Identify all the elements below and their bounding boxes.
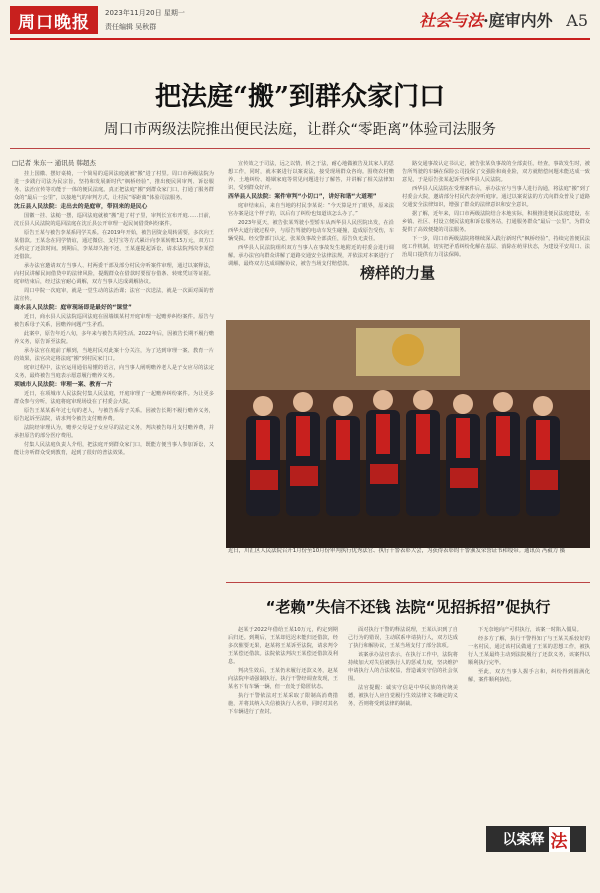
paragraph: 近日，在项城市人民法院付集人民法庭，开庭审理了一起赡养纠纷案件。为让更多群众参与旁听，法庭将庭审现场设在了村委会大院。 <box>14 391 214 405</box>
paragraph: 下一步，周口市两级法院将继续深入践行新时代“枫桥经验”，持续完善便民法庭工作机制，切实把矛盾纠纷化解在基层、消除在萌芽状态，为建设平安周口、法治周口提供有力司法保障。 <box>402 236 590 258</box>
paragraph: 执行干警依法对王某采取了限制高消费措施，并将其纳入失信被执行人名单，同时对其名下车辆进行了查封。 <box>228 693 338 715</box>
case-column-1 <box>228 626 338 876</box>
case-badge <box>486 826 586 852</box>
headline: 把法庭“搬”到群众家门口 <box>155 82 445 112</box>
paragraph: 此案中，原告年近八旬，多年来与被告共同生活。2022年后，因被告长期不履行赡养义务，原告诉至法院。 <box>14 331 214 345</box>
paragraph: 据了解，近年来，周口市两级法院结合本地实际，积极推进便民法庭建设，在乡镇、社区、村设立便民法庭和诉讼服务站，打通服务群众“最后一公里”，为群众提供了高效便捷的司法服务。 <box>402 211 590 233</box>
case-column-2 <box>348 626 458 876</box>
byline: □记者 朱东一 通讯员 韩超杰 <box>12 159 96 167</box>
subheading: 商水县人民法院：庭审现场即是最好的“课堂” <box>14 305 132 311</box>
section-name: 社会与法 <box>419 11 484 30</box>
paragraph: 付集人民法庭负责人介绍，把法庭开到群众家门口，既能方便当事人参加诉讼，又能让旁听群众受到教育，起到了很好的普法效果。 <box>14 442 214 456</box>
paragraph: 2023年夏天，被告张某驾驶小型轿车从西华县人民医院出发，在沿西华大道行驶过程中，与原告驾驶的电动车发生碰撞，造成原告受伤，车辆受损。经交警部门认定，张某负事故全部责任，原告负无责任。 <box>228 220 395 242</box>
paragraph: 原告王某某系年过七旬的老人，与被告系母子关系。因被告长期不履行赡养义务，原告起诉至法院，请求判令被告支付赡养费。 <box>14 408 214 422</box>
subheading: 沈丘县人民法院：走出去的是庭审，带回来的是民心 <box>14 204 148 210</box>
header-rule <box>10 148 590 149</box>
group-photo <box>226 320 590 548</box>
photo-illustration <box>226 320 590 548</box>
paragraph: 周口中院一次庭审，就是一堂生动的法治课；法官一次送法，就是一次面对面的普法宣传。 <box>14 288 214 302</box>
paragraph: 原告王某与被告李某系同学关系。在2019年开始，被告因资金周转需要，多次向王某借款。王某念在同学情谊，通过微信、支付宝等方式累计向李某转账15万元，双方口头约定了还款时间。到期后，李某却久拖不还，王某遂提起诉讼，请求法院判决李某偿还借款。 <box>14 230 214 260</box>
article-column-1 <box>14 170 214 870</box>
paragraph: 宣传效之于司法，远之以情，析之于法，耐心地做被告及其家人的思想工作，同时，就本案进行以案说法，接受现场群众咨询。围绕农村赡养、土地纠纷、婚姻家庭等常见问题进行了解答，并讲解了相关法律知识，受到群众好评。 <box>228 161 394 191</box>
subheading: 项城市人民法院：审理一案、教育一片 <box>14 382 113 388</box>
paragraph: 承办法官在庭前了解到，当地村民对此案十分关注，为了达到审理一案、教育一片的效果，法官决定将法庭“搬”到村民家门口。 <box>14 348 214 362</box>
paragraph: 庭审过程中，法官运用通俗易懂的语言，向当事人阐明赡养老人是子女应尽的法定义务，最终被告当庭表示愿意履行赡养义务。 <box>14 365 214 379</box>
badge-prefix: 以案释 <box>502 832 545 848</box>
paragraph: 庭审结束后，来自当地的村民李某说：“今天算是开了眼界，原来法官办案是这个样子的，以后有了纠纷也知道该怎么办了。” <box>228 203 394 217</box>
section-title <box>419 8 588 31</box>
paragraph: 法官提醒：诚实守信是中华民族的传统美德，被执行人应自觉履行生效法律文书确定的义务，否则将受到法律的制裁。 <box>348 685 458 707</box>
paragraph: 西华县人民法院组织双方当事人在事故发生地附近的村委会进行调解。承办法官向群众讲解了道路交通安全法律法规，并依法对本案进行了调解，最终双方达成调解协议，被告当场支付赔偿款。 <box>228 245 395 267</box>
paragraph: 西华县人民法院在受理案件后，承办法官与当事人进行沟通，将法庭“搬”到了村委会大院，邀请部分村民代表旁听庭审。通过以案说法的方式向群众普及了道路交通安全法律知识，增强了群众的法律意识和安全意识。 <box>402 186 590 208</box>
paragraph: 近日，商水县人民法院巡回法庭在固墙镇某村开庭审理一起赡养纠纷案件。原告与被告系母子关系，因赡养问题产生矛盾。 <box>14 314 214 328</box>
subheading: 西华县人民法院：案件审判“小切口”，讲好和谐“大道理” <box>228 194 377 200</box>
case-title: “老赖”失信不还钱 法院“见招拆招”促执行 <box>265 598 551 616</box>
subheadline: 周口市两级法院推出便民法庭，让群众“零距离”体验司法服务 <box>103 122 497 138</box>
article-column-3 <box>402 160 590 310</box>
paragraph: 路交通事故认定书认定，被告张某负事故的全部责任。经查，事故发生时，被告所驾驶的车辆在保险公司投保了交强险和商业险，双方就赔偿问题未能达成一致意见，于是原告张某起诉至西华县人民法院。 <box>402 161 590 183</box>
paragraph: 经多方了解，执行干警得知了与王某关系较好的一名村民，通过该村民做通了王某的思想工作，被执行人王某最终主动到法院履行了还款义务，该案得以顺利执行完毕。 <box>468 636 590 666</box>
editors: 责任编辑 吴秋群 <box>105 23 157 31</box>
article-column-2 <box>228 160 395 267</box>
photo-caption: 近日，川汇区人民法院召开1月份至10月份审判执行优秀法官、执行干警表彰大会，为获得表彰的干警颁发荣誉证书和绶带。通讯员 冯毅力 摄 <box>228 548 566 554</box>
masthead-logo: 周口晚报 <box>10 6 98 34</box>
paragraph: 赵某于2022年借给王某10万元，约定到期后归还。到期后，王某却迟迟未能归还借款，经多次催要无果，赵某将王某诉至法院，请求判令王某偿还借款。法院依法判决王某偿还借款及利息。 <box>228 627 338 665</box>
badge-word: 法 <box>549 827 570 852</box>
page-number: A5 <box>566 11 588 30</box>
paragraph: 国徽一挂、法槌一摆，巡回法庭就被“搬”进了村子里，审判长宣布开庭……日前，沈丘县人民法院的巡回法庭在沈丘县公开审理一起民间借贷纠纷案件。 <box>14 213 214 227</box>
paragraph: 面对执行干警的释法说理，王某认识到了自己行为的错误，主动联系申请执行人，双方达成了执行和解协议，王某当场支付了部分款项。 <box>348 627 458 649</box>
paragraph: 该案承办法官表示，在执行工作中，法院将持续加大对失信被执行人的惩戒力度，坚决维护申请执行人的合法权益，营造诚实守信的社会氛围。 <box>348 652 458 682</box>
paragraph: 挂上国徽、摆好桌椅，一个简易的巡回法庭就被“搬”进了村里。周口市两级法院为进一步践行司法为民宗旨，坚持和发展新时代“枫桥经验”，推出便民回审判、诉讼服务、法治宣传等功能于一体的便民法庭。真正把法庭“搬”到群众家门口，打通了服务群众的“最后一公里”，以接地气的审判方式，让村民“零距离”体验司法服务。 <box>14 171 214 201</box>
case-column-3 <box>468 626 590 816</box>
photo-title: 榜样的力量 <box>360 264 436 282</box>
top-rule <box>10 38 590 40</box>
paragraph: 至此，双方当事人握手言和，纠纷得到圆满化解，案件顺利执结。 <box>468 669 590 683</box>
case-top-rule <box>226 582 590 583</box>
paragraph: 下无奈地向产可供执行，该案一时陷入僵局。 <box>478 627 582 633</box>
issue-date: 2023年11月20日 星期一 <box>105 9 185 17</box>
paragraph: 判决生效后，王某仍未履行还款义务，赵某向法院申请强制执行。执行干警经调查发现，王某名下有车辆一辆，但一直处于隐匿状态。 <box>228 668 338 690</box>
paragraph: 承办法官邀请双方当事人、村两委干部及部分村民旁听案件审理，通过以案释法，向村民讲解民间借贷中的法律风险，提醒群众在借款时要留存借条、转账凭证等证据。庭审结束后，经过法官耐心调解，双方当事人达成调解协议。 <box>14 263 214 285</box>
paragraph: 法院经审理认为，赡养父母是子女应尽的法定义务，判决被告每月支付赡养费，并承担原告的部分医疗费用。 <box>14 425 214 439</box>
section-sub: ·庭审内外 <box>483 11 553 30</box>
